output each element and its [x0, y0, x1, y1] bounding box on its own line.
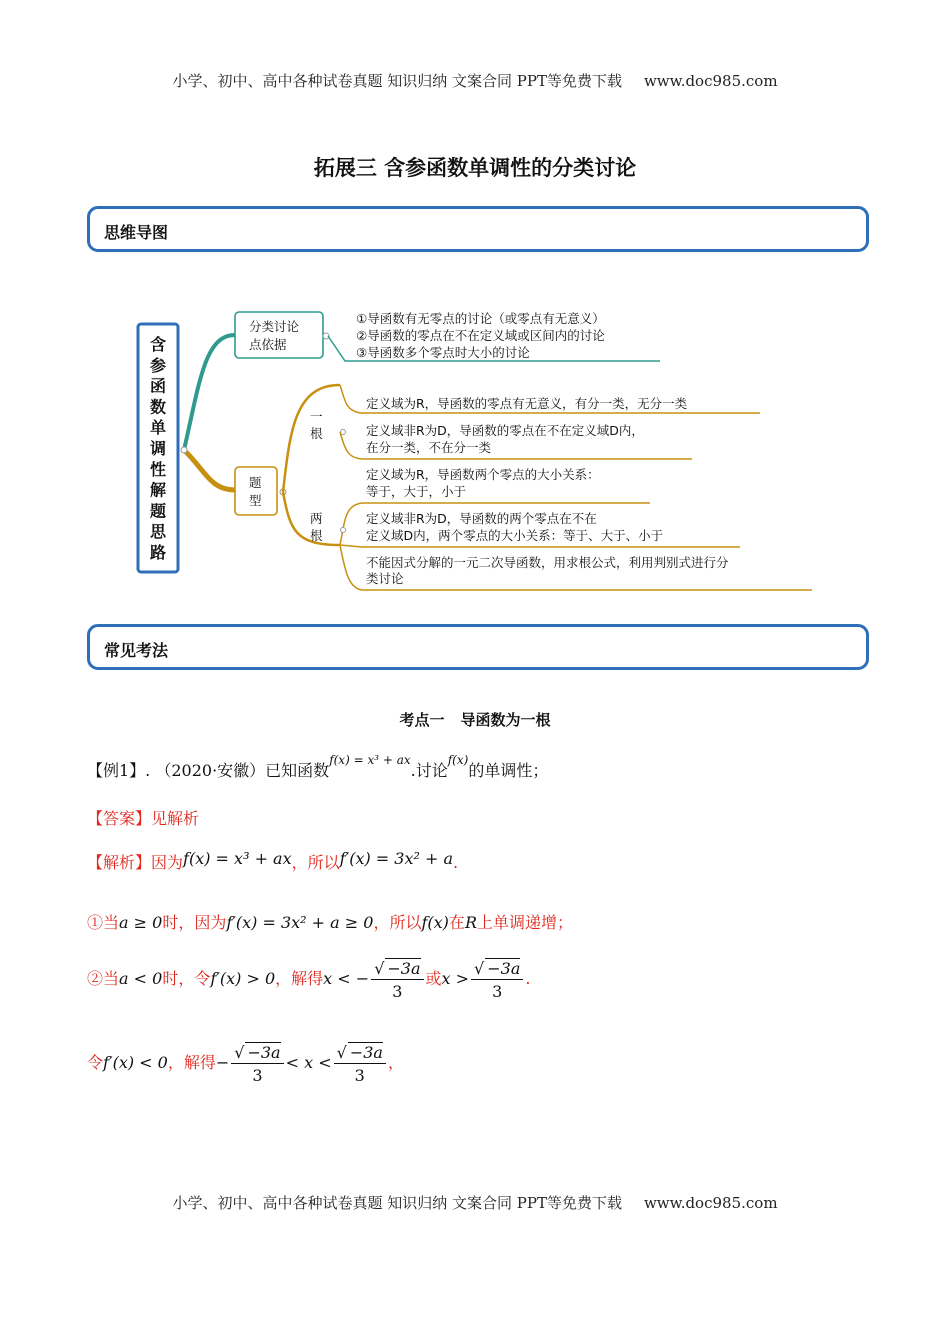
- mindmap-tworoots-node: [341, 528, 346, 533]
- analysis-so: ，所以: [291, 853, 340, 872]
- mindmap-tworoots-label-2: 根: [310, 528, 323, 543]
- case1-t4: 上单调递增；: [476, 913, 573, 932]
- case3-frac2-rad: −3a: [349, 1043, 383, 1062]
- case1-cond: a ≥ 0: [119, 913, 163, 932]
- analysis-label: 【解析】: [87, 853, 152, 872]
- case2-frac2: $\frac{√ -3a}{3}$: [471, 958, 523, 1001]
- mindmap-root-label: [150, 335, 167, 562]
- mindmap-root-char: 函: [149, 376, 167, 396]
- mindmap-root-char: 路: [149, 543, 167, 562]
- case2-prefix: ②当: [87, 969, 120, 988]
- answer-label: 【答案】: [87, 809, 152, 828]
- case2-ineq2: x >: [441, 969, 470, 988]
- mindmap-root-node: [181, 447, 187, 453]
- example-label: 【例1】.: [87, 761, 151, 780]
- section-common-label: 常见考法: [104, 641, 169, 660]
- mindmap-tworoots-item-3a: 不能因式分解的一元二次导函数，用求根公式，利用判别式进行分: [366, 555, 729, 570]
- mindmap-branch1-item-1: ①导函数有无零点的讨论（或零点有无意义）: [356, 311, 605, 326]
- example-func2: f(x): [447, 753, 469, 767]
- mindmap-tworoots-item-1b: 等于，大于，小于: [366, 484, 467, 499]
- case2-frac1-den: 3: [392, 982, 403, 1001]
- example-mid: .讨论: [410, 761, 448, 780]
- mindmap-root-char: 性: [149, 459, 167, 479]
- case3-frac1: $\frac{√ -3a}{3}$: [231, 1042, 283, 1085]
- mindmap-branch1-label-2: 点依据: [249, 337, 287, 352]
- case2-frac2-den: 3: [492, 982, 503, 1001]
- case3-line: [87, 1042, 404, 1085]
- mindmap-root-char: 解: [149, 480, 167, 500]
- case2-frac1-rad: −3a: [387, 959, 421, 978]
- case3-prefix: 令: [87, 1053, 104, 1072]
- kaodian-right: 导函数为一根: [460, 711, 551, 729]
- mindmap-root-char: 调: [149, 439, 167, 458]
- mindmap-oneroot-label-1: 一: [310, 409, 323, 424]
- example-line: [87, 753, 549, 781]
- analysis-eq2: f′(x) = 3x² + a: [339, 849, 454, 868]
- example-tail: 的单调性；: [468, 761, 549, 780]
- case3-eq: f′(x) < 0: [103, 1053, 168, 1072]
- case3-frac1-rad: −3a: [247, 1043, 281, 1062]
- case1-prefix: ①当: [87, 913, 120, 932]
- analysis-line: [87, 850, 458, 873]
- mindmap-oneroot-label-2: 根: [310, 426, 323, 441]
- footer-text: 小学、初中、高中各种试卷真题 知识归纳 文案合同 PPT等免费下载: [172, 1194, 622, 1212]
- analysis-end: .: [453, 853, 459, 872]
- case2-line: [87, 958, 530, 1001]
- mindmap-tworoots-item-1a: 定义域为R，导函数两个零点的大小关系：: [366, 467, 600, 482]
- mindmap-branch1-label-1: 分类讨论: [249, 319, 300, 334]
- page-title: 拓展三 含参函数单调性的分类讨论: [313, 155, 637, 180]
- mindmap-root-char: 单: [149, 418, 167, 438]
- case1-t3: 在: [448, 913, 465, 932]
- mindmap-root-char: 数: [149, 397, 167, 417]
- kaodian-heading: [0, 709, 950, 730]
- case3-end: ，: [387, 1053, 404, 1072]
- mindmap-branch1-item-2: ②导函数的零点在不在定义域或区间内的讨论: [356, 328, 605, 343]
- case3-frac2-den: 3: [354, 1066, 365, 1085]
- mindmap-tworoots-line-2: [340, 545, 740, 547]
- mindmap-oneroot-item-2b: 在分一类，不在分一类: [366, 440, 492, 455]
- case1-t2: ，所以: [373, 913, 422, 932]
- mindmap-tworoots-item-3b: 类讨论: [366, 571, 404, 586]
- mindmap-branch1-item-3: ③导函数多个零点时大小的讨论: [356, 345, 530, 360]
- case2-ineq1: x < −: [323, 969, 370, 988]
- section-common-box: [87, 624, 869, 670]
- case2-eq: f′(x) > 0: [210, 969, 276, 988]
- page-footer: [0, 1192, 950, 1213]
- mindmap-branch2-connector: [184, 450, 235, 490]
- case1-f: f(x): [421, 913, 449, 932]
- mindmap-oneroot-item-2a: 定义域非R为D，导函数的零点在不在定义域D内，: [366, 423, 644, 438]
- mindmap-tworoots-item-2b: 定义域D内，两个零点的大小关系：等于、大于、小于: [366, 528, 664, 543]
- footer-site[interactable]: www.doc985.com: [643, 1194, 778, 1212]
- case3-t1: ，解得: [167, 1053, 216, 1072]
- case3-frac2: $\frac{√ -3a}{3}$: [334, 1042, 386, 1085]
- case3-minus: −: [215, 1053, 230, 1072]
- mindmap-root-char: 参: [149, 355, 167, 375]
- kaodian-left: 考点一: [399, 711, 445, 729]
- section-mindmap-label: 思维导图: [104, 223, 169, 242]
- example-source: （2020·安徽）已知函数: [155, 761, 330, 780]
- mindmap-root-char: 思: [149, 522, 167, 542]
- mindmap-branch2-label-1: 题: [249, 475, 262, 490]
- case1-R: R: [464, 913, 477, 932]
- case2-t3: 或: [425, 969, 442, 988]
- case3-frac1-den: 3: [252, 1066, 263, 1085]
- mindmap-tworoots-item-2a: 定义域非R为D，导函数的两个零点在不在: [366, 511, 597, 526]
- header-site[interactable]: www.doc985.com: [643, 72, 778, 90]
- case1-t1: 时，因为: [162, 913, 227, 932]
- mindmap-root-char: 题: [149, 501, 167, 521]
- case1-eq: f′(x) = 3x² + a ≥ 0: [226, 913, 374, 932]
- case2-t2: ，解得: [275, 969, 324, 988]
- answer-text: 见解析: [151, 809, 200, 828]
- analysis-because: 因为: [151, 853, 184, 872]
- case2-cond: a < 0: [119, 969, 163, 988]
- case2-frac2-rad: −3a: [487, 959, 521, 978]
- header-text: 小学、初中、高中各种试卷真题 知识归纳 文案合同 PPT等免费下载: [172, 72, 622, 90]
- mindmap-oneroot-item-1: 定义域为R，导函数的零点有无意义，有分一类，无分一类: [366, 396, 688, 411]
- case1-line: [87, 910, 573, 933]
- example-func: f(x) = x³ + ax: [329, 753, 411, 767]
- answer-line: [87, 806, 199, 829]
- mindmap-tworoots-label-1: 两: [310, 511, 323, 526]
- mindmap-branch1-connector: [184, 335, 235, 450]
- case2-frac1: $\frac{√ -3a}{3}$: [371, 958, 423, 1001]
- case2-t1: 时，令: [162, 969, 211, 988]
- mindmap-branch2-label-2: 型: [249, 493, 262, 508]
- case3-mid: < x <: [285, 1053, 332, 1072]
- analysis-eq1: f(x) = x³ + ax: [183, 849, 292, 868]
- mindmap-root-char: 含: [149, 335, 167, 354]
- case2-end: .: [525, 969, 531, 988]
